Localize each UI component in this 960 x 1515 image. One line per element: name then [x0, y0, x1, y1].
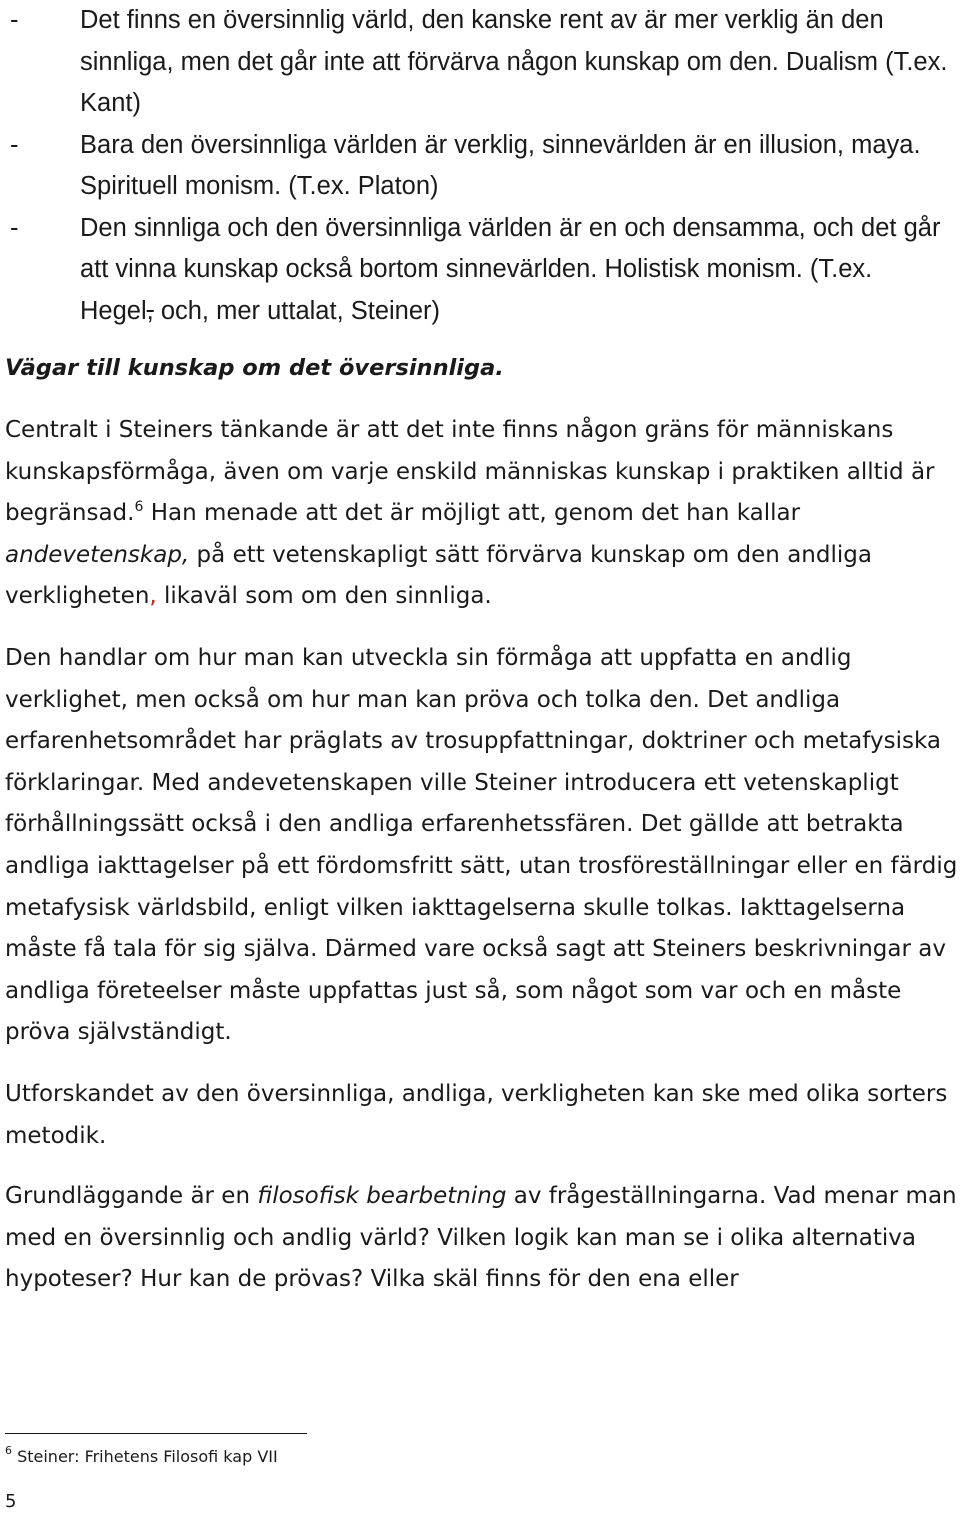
red-comma-mark: , — [149, 583, 157, 610]
list-item-text: Den sinnliga och den översinnliga världen är en och densamma, och det går att vinna kunskap också bortom sinnevärlden. — [80, 213, 941, 283]
struck-comma: , — [146, 296, 154, 325]
list-item-text: Holistisk monism. (T.ex. Hegel — [80, 255, 873, 325]
list-item-text: Det finns en översinnlig värld, den kanske rent av är mer verklig än den sinnliga, men det går inte att förvärva någon kunskap om den. Dualism (T.ex. Kant) — [80, 6, 948, 117]
paragraph: Den handlar om hur man kan utveckla sin förmåga att uppfatta en andlig verklighet, men också om hur man kan pröva och tolka den. Det andliga erfarenhetsområdet har präglats av trosuppfattningar, doktriner och metafysiska förklaringar. Med andevetenskapen ville Steiner introducera ett vetenskapligt förhållningssätt också i den andliga erfarenhetssfären. Det gällde att betrakta andliga iakttagelser på ett fördomsfritt sätt, utan trosföreställningar eller en färdig metafysisk världsbild, enligt vilken iakttagelserna skulle tolkas. Iakttagelserna måste få tala för sig själva. Därmed vare också sagt att Steiners beskrivningar av andliga företeelser måste uppfattas just så, som något som var och en måste pröva självständigt. — [5, 645, 958, 1046]
list-item-text: och, mer uttalat, Steiner) — [153, 296, 441, 325]
paragraph-text: likaväl som om den sinnliga. — [156, 583, 492, 610]
paragraph-text: Grundläggande är en — [5, 1183, 258, 1209]
list-dash: - — [10, 130, 19, 159]
page-number: 5 — [5, 1491, 17, 1512]
list-item — [0, 208, 960, 333]
list-item-text: Bara den översinnliga världen är verklig, sinnevärlden är en illusion, maya. Spirituell monism. (T.ex. Platon) — [80, 130, 921, 200]
paragraph-text: av frågeställningarna. Vad menar man med en översinnlig och andlig värld? Vilken logik kan man se i olika alternativa hypoteser? Hur kan de prövas? Vilka skäl finns för den ena eller — [5, 1183, 957, 1293]
list-item — [0, 125, 960, 208]
footnote-text: Steiner: Frihetens Filosofi kap VII — [12, 1447, 278, 1466]
paragraph-text: Han menade att det är möjligt att, genom det han kallar — [143, 500, 801, 527]
footnote-reference[interactable]: 6 — [134, 499, 144, 516]
paragraph — [5, 1176, 958, 1301]
list-dash: - — [10, 213, 19, 242]
paragraph — [5, 410, 958, 618]
footnote — [5, 1443, 278, 1471]
section-heading: Vägar till kunskap om det översinnliga. — [5, 355, 504, 381]
position-list — [0, 0, 960, 332]
paragraph: Utforskandet av den översinnliga, andliga, verkligheten kan ske med olika sorters metodik. — [5, 1081, 948, 1149]
footnote-number: 6 — [5, 1444, 12, 1457]
list-dash: - — [10, 6, 19, 34]
paragraph-text: Centralt i Steiners tänkande är att det inte finns någon gräns för människans kunskapsförmåga, även om varje enskild människas kunskap i praktiken alltid är begränsad. — [5, 417, 935, 527]
italic-term: filosofisk bearbetning — [257, 1183, 507, 1209]
footnote-separator — [5, 1433, 307, 1434]
paragraph-text: på ett vetenskapligt sätt förvärva kunskap om den andliga verkligheten — [5, 541, 872, 610]
italic-term: andevetenskap, — [5, 541, 190, 568]
list-item — [0, 0, 960, 125]
